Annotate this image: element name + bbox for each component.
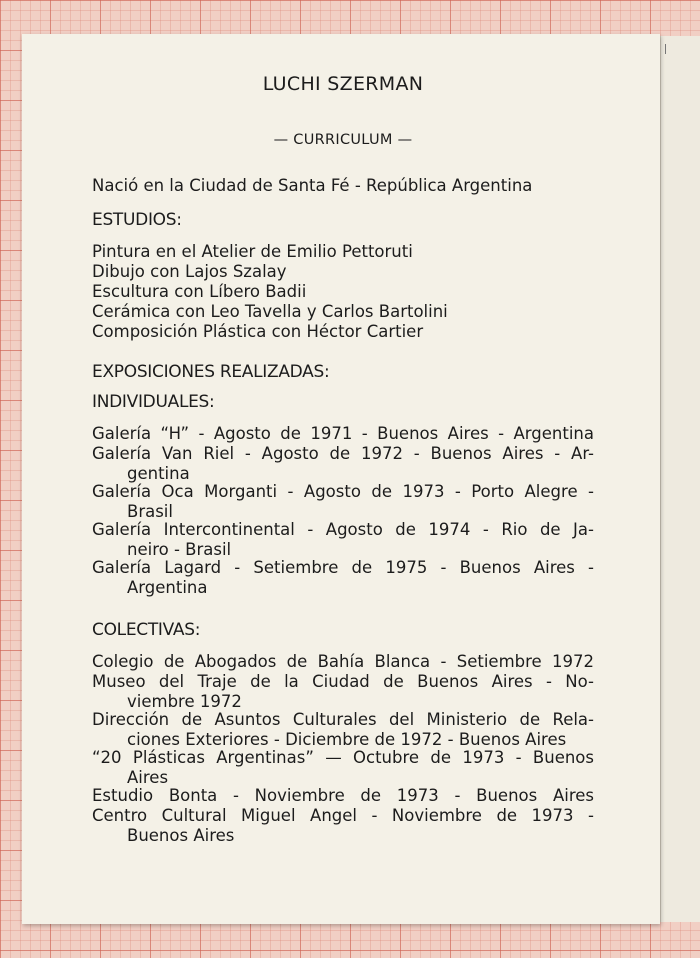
list-item: “20 Plásticas Argentinas” — Octubre de 1973 - Buenos	[92, 748, 594, 767]
individuales-heading: INDIVIDUALES:	[92, 392, 215, 412]
colectivas-list	[92, 652, 594, 844]
list-item: Cerámica con Leo Tavella y Carlos Bartolini	[92, 302, 448, 321]
document-subtitle: — CURRICULUM —	[273, 132, 413, 148]
list-item-continuation: Brasil	[127, 502, 173, 521]
list-item: Galería Lagard - Setiembre de 1975 - Buenos Aires -	[92, 558, 594, 577]
list-item-continuation: neiro - Brasil	[127, 540, 232, 559]
exposiciones-heading: EXPOSICIONES REALIZADAS:	[92, 362, 330, 382]
next-page-edge	[660, 36, 700, 922]
list-item: Centro Cultural Miguel Angel - Noviembre de 1973 -	[92, 806, 594, 825]
list-item: Museo del Traje de la Ciudad de Buenos Aires - No-	[92, 672, 594, 691]
list-item: Dirección de Asuntos Culturales del Ministerio de Rela-	[92, 710, 594, 729]
page-edge-mark	[665, 44, 666, 54]
list-item: Pintura en el Atelier de Emilio Pettoruti	[92, 242, 413, 261]
list-item: Galería Oca Morganti - Agosto de 1973 - Porto Alegre -	[92, 482, 594, 501]
list-item: Galería “H” - Agosto de 1971 - Buenos Aires - Argentina	[92, 424, 594, 443]
document-page	[22, 34, 660, 924]
list-item: Estudio Bonta - Noviembre de 1973 - Buenos Aires	[92, 786, 594, 805]
list-item-continuation: gentina	[127, 464, 190, 483]
list-item: Colegio de Abogados de Bahía Blanca - Setiembre 1972	[92, 652, 594, 671]
list-item-continuation: Aires	[127, 768, 169, 787]
colectivas-heading: COLECTIVAS:	[92, 620, 201, 640]
estudios-heading: ESTUDIOS:	[92, 210, 182, 230]
list-item-continuation: ciones Exteriores - Diciembre de 1972 - Buenos Aires	[127, 730, 567, 749]
list-item: Dibujo con Lajos Szalay	[92, 262, 287, 281]
list-item-continuation: viembre 1972	[127, 692, 242, 711]
list-item: Escultura con Líbero Badii	[92, 282, 307, 301]
estudios-list	[92, 242, 594, 342]
birthplace-line: Nació en la Ciudad de Santa Fé - República Argentina	[92, 176, 533, 195]
list-item: Composición Plástica con Héctor Cartier	[92, 322, 424, 341]
individuales-list	[92, 424, 594, 596]
list-item-continuation: Argentina	[127, 578, 208, 597]
list-item: Galería Van Riel - Agosto de 1972 - Buenos Aires - Ar-	[92, 444, 594, 463]
document-title: LUCHI SZERMAN	[262, 73, 424, 95]
list-item-continuation: Buenos Aires	[127, 826, 235, 845]
list-item: Galería Intercontinental - Agosto de 1974 - Rio de Ja-	[92, 520, 594, 539]
